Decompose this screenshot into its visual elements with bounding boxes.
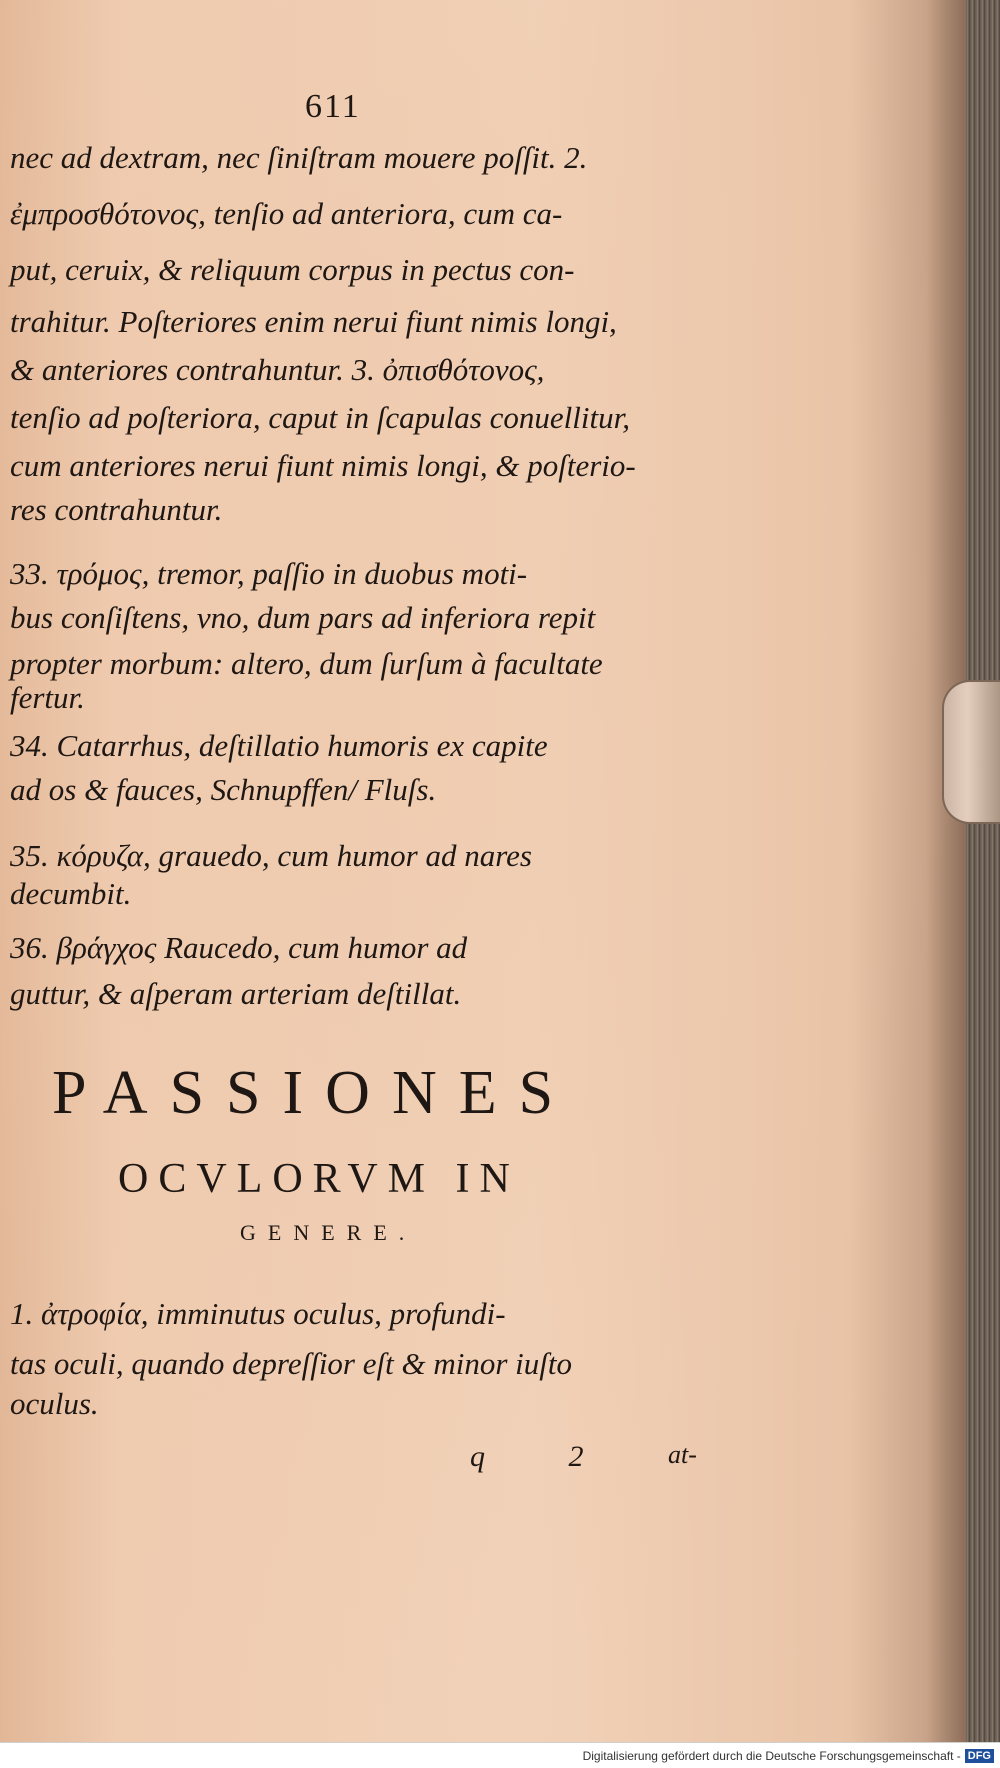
- text-line: fertur.: [10, 680, 85, 715]
- text-line: propter morbum: altero, dum ſurſum à facultate: [10, 646, 603, 681]
- text-line: 35. κόρυζα, grauedo, cum humor ad nares: [10, 838, 532, 873]
- catchword: at-: [668, 1440, 697, 1469]
- text-line: 33. τρόμος, tremor, paſſio in duobus moti-: [10, 556, 528, 591]
- page-number: 611: [305, 88, 361, 125]
- text-line: tenſio ad poſteriora, caput in ſcapulas conuellitur,: [10, 400, 630, 435]
- text-line: res contrahuntur.: [10, 492, 223, 527]
- text-line: bus conſiſtens, vno, dum pars ad inferiora repit: [10, 600, 596, 635]
- text-line: tas oculi, quando depreſſior eſt & minor iuſto: [10, 1346, 572, 1381]
- text-line: cum anteriores nerui fiunt nimis longi, & poſterio-: [10, 448, 636, 483]
- dfg-logo-icon: DFG: [965, 1749, 994, 1763]
- text-line: guttur, & aſperam arteriam deſtillat.: [10, 976, 462, 1011]
- text-line: nec ad dextram, nec ſiniſtram mouere poſſit. 2.: [10, 140, 588, 175]
- text-line: decumbit.: [10, 876, 132, 911]
- text-line: oculus.: [10, 1386, 99, 1421]
- gutter-shadow: [926, 0, 966, 1742]
- text-line: & anteriores contrahuntur. 3. ὀπισθότονος,: [10, 352, 545, 387]
- footer-bar: [0, 1742, 1000, 1768]
- text-line: 36. βράγχος Raucedo, cum humor ad: [10, 930, 468, 965]
- text-line: put, ceruix, & reliquum corpus in pectus con-: [10, 252, 575, 287]
- text-line: trahitur. Poſteriores enim nerui fiunt nimis longi,: [10, 304, 617, 339]
- text-line: ad os & fauces, Schnupffen/ Fluſs.: [10, 772, 437, 807]
- funding-notice: Digitalisierung gefördert durch die Deutsche Forschungsgemeinschaft -: [582, 1748, 961, 1763]
- section-subheading: OCVLORVM IN: [118, 1156, 520, 1202]
- text-line: 34. Catarrhus, deſtillatio humoris ex capite: [10, 728, 548, 763]
- book-page-edges: [966, 0, 1000, 1742]
- signature-mark: q 2: [470, 1440, 622, 1473]
- text-line: ἐμπροσθότονος, tenſio ad anteriora, cum ca-: [10, 196, 563, 231]
- section-subheading-small: GENERE.: [240, 1220, 417, 1245]
- text-line: 1. ἀτροφία, imminutus oculus, profundi-: [10, 1296, 506, 1331]
- section-heading: PASSIONES: [52, 1059, 576, 1127]
- book-clasp: [942, 680, 1000, 824]
